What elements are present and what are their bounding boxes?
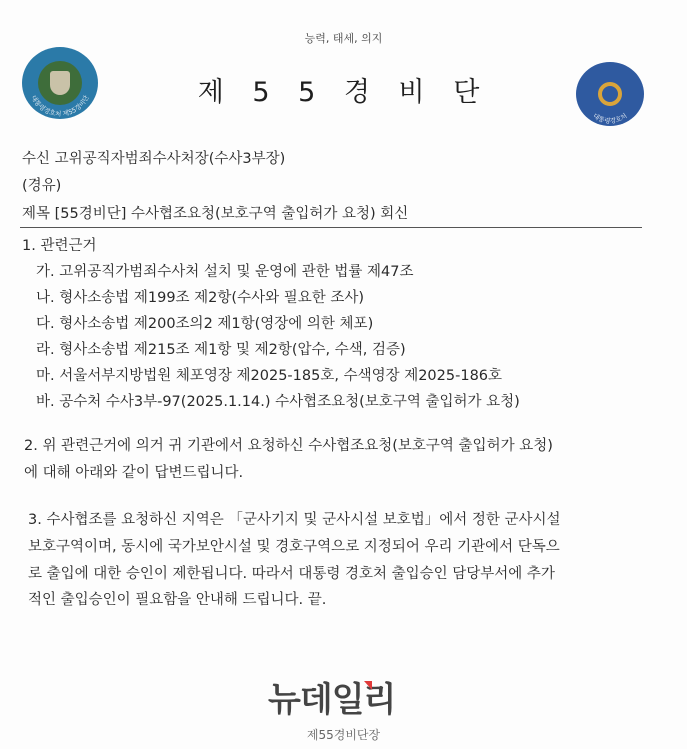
watermark-accent xyxy=(364,681,372,690)
basis-item: 다. 형사소송법 제200조의2 제1항(영장에 의한 체포) xyxy=(36,316,374,332)
section2-line: 2. 위 관련근거에 의거 귀 기관에서 요청하신 수사협조요청(보호구역 출입허가 요청) xyxy=(24,438,553,454)
section3-line: 적인 출입승인이 필요함을 안내해 드립니다. 끝. xyxy=(28,592,327,608)
right-seal-text: 대통령경호처 xyxy=(591,111,629,126)
watermark-logo: 뉴데일리 xyxy=(268,680,396,720)
left-seal-text: 대통령경호처 제55경비단 xyxy=(29,93,91,119)
basis-item: 라. 형사소송법 제215조 제1항 및 제2항(압수, 수색, 검증) xyxy=(36,342,406,358)
subject-line: 제목 [55경비단] 수사협조요청(보호구역 출입허가 요청) 회신 xyxy=(22,206,409,222)
right-seal-ring xyxy=(576,62,644,126)
motto: 능력, 태세, 의지 xyxy=(304,32,383,45)
section3-line: 3. 수사협조를 요청하신 지역은 「군사기지 및 군사시설 보호법」에서 정한 군사시설 xyxy=(28,512,561,528)
basis-item: 나. 형사소송법 제199조 제2항(수사와 필요한 조사) xyxy=(36,290,364,306)
section1-heading: 1. 관련근거 xyxy=(22,238,97,254)
basis-item: 마. 서울서부지방법원 체포영장 제2025-185호, 수색영장 제2025-186호 xyxy=(36,368,503,384)
basis-item: 가. 고위공직가범죄수사처 설치 및 운영에 관한 법률 제47조 xyxy=(36,264,414,280)
divider xyxy=(20,227,642,228)
recipient-line: 수신 고위공직자범죄수사처장(수사3부장) xyxy=(22,151,286,167)
signature: 제55경비단장 xyxy=(306,728,381,742)
document-title: 제 5 5 경 비 단 xyxy=(197,77,490,108)
svg-text:대통령경호처 xyxy=(591,111,628,125)
section3-line: 로 출입에 대한 승인이 제한됩니다. 따라서 대통령 경호처 출입승인 담당부서에 추가 xyxy=(28,566,555,582)
section3-line: 보호구역이며, 동시에 국가보안시설 및 경호구역으로 지정되어 우리 기관에서 단독으 xyxy=(28,539,560,555)
presidential-security-seal xyxy=(576,62,644,126)
via-line: (경유) xyxy=(22,178,62,194)
section2-line: 에 대해 아래와 같이 답변드립니다. xyxy=(24,465,244,481)
basis-item: 바. 공수처 수사3부-97(2025.1.14.) 수사협조요청(보호구역 출입허가 요청) xyxy=(36,394,520,410)
